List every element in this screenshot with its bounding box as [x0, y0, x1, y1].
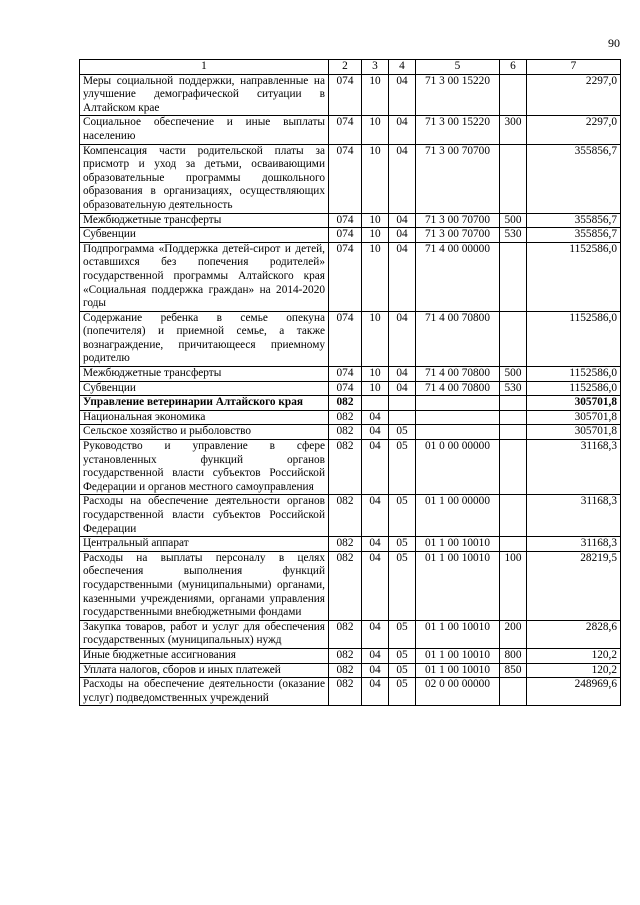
table-row: [80, 537, 621, 552]
target-item-cell: [416, 396, 500, 411]
row-name-cell: Национальная экономика: [80, 410, 329, 425]
amount-cell: 31168,3: [527, 440, 621, 495]
expense-type-cell: 500: [500, 367, 527, 382]
target-item-cell: 71 3 00 70700: [416, 213, 500, 228]
amount-cell: 2828,6: [527, 620, 621, 648]
section-code-cell: 10: [362, 116, 389, 144]
target-item-cell: 01 1 00 10010: [416, 551, 500, 620]
subsection-code-cell: 04: [389, 242, 416, 311]
table-row: [80, 367, 621, 382]
table-row: [80, 381, 621, 396]
subsection-code-cell: 04: [389, 311, 416, 366]
row-name-cell: Расходы на обеспечение деятельности (оказание услуг) подведомственных учреждений: [80, 678, 329, 706]
table-row: [80, 213, 621, 228]
target-item-cell: 71 4 00 70800: [416, 311, 500, 366]
expense-type-cell: 200: [500, 620, 527, 648]
row-name-cell: Меры социальной поддержки, направленные на улучшение демографической ситуации в Алтайском крае: [80, 74, 329, 116]
section-code-cell: 04: [362, 678, 389, 706]
table-row: [80, 678, 621, 706]
subsection-code-cell: 04: [389, 228, 416, 243]
expense-type-cell: 850: [500, 663, 527, 678]
section-code-cell: 04: [362, 648, 389, 663]
expense-type-cell: [500, 410, 527, 425]
target-item-cell: [416, 425, 500, 440]
section-code-cell: 10: [362, 74, 389, 116]
amount-cell: 1152586,0: [527, 381, 621, 396]
admin-code-cell: 082: [329, 425, 362, 440]
target-item-cell: 71 3 00 70700: [416, 228, 500, 243]
column-header: 4: [389, 60, 416, 75]
table-row: [80, 620, 621, 648]
row-name-cell: Руководство и управление в сфере установленных функций органов государственной власти субъектов Российской Федерации и органов местного самоуправления: [80, 440, 329, 495]
admin-code-cell: 074: [329, 213, 362, 228]
row-name-cell: Уплата налогов, сборов и иных платежей: [80, 663, 329, 678]
section-code-cell: 04: [362, 537, 389, 552]
row-name-cell: Содержание ребенка в семье опекуна (попечителя) и приемной семье, а также вознаграждение, причитающееся приемному родителю: [80, 311, 329, 366]
subsection-code-cell: 05: [389, 663, 416, 678]
expense-type-cell: 300: [500, 116, 527, 144]
admin-code-cell: 074: [329, 144, 362, 213]
row-name-cell: Иные бюджетные ассигнования: [80, 648, 329, 663]
amount-cell: 2297,0: [527, 116, 621, 144]
expense-type-cell: 100: [500, 551, 527, 620]
table-row: [80, 74, 621, 116]
column-header: 7: [527, 60, 621, 75]
expense-type-cell: [500, 495, 527, 537]
target-item-cell: 01 1 00 00000: [416, 495, 500, 537]
table-row: [80, 425, 621, 440]
row-name-cell: Подпрограмма «Поддержка детей-сирот и детей, оставшихся без попечения родителей» государственной программы Алтайского края «Социальная поддержка граждан» на 2014-2020 годы: [80, 242, 329, 311]
subsection-code-cell: [389, 410, 416, 425]
target-item-cell: 01 1 00 10010: [416, 537, 500, 552]
target-item-cell: 71 4 00 00000: [416, 242, 500, 311]
budget-table: [79, 59, 621, 706]
amount-cell: 31168,3: [527, 537, 621, 552]
table-row: [80, 410, 621, 425]
row-name-cell: Социальное обеспечение и иные выплаты населению: [80, 116, 329, 144]
expense-type-cell: 800: [500, 648, 527, 663]
admin-code-cell: 082: [329, 440, 362, 495]
subsection-code-cell: 04: [389, 74, 416, 116]
table-header-row: [80, 60, 621, 75]
section-code-cell: 10: [362, 381, 389, 396]
amount-cell: 28219,5: [527, 551, 621, 620]
page-number: 90: [608, 36, 620, 50]
section-code-cell: 04: [362, 410, 389, 425]
section-code-cell: 10: [362, 367, 389, 382]
amount-cell: 120,2: [527, 648, 621, 663]
amount-cell: 305701,8: [527, 396, 621, 411]
section-code-cell: 04: [362, 495, 389, 537]
section-code-cell: 04: [362, 440, 389, 495]
expense-type-cell: [500, 311, 527, 366]
subsection-code-cell: 05: [389, 425, 416, 440]
row-name-cell: Субвенции: [80, 228, 329, 243]
subsection-code-cell: 05: [389, 440, 416, 495]
table-row: [80, 116, 621, 144]
subsection-code-cell: 05: [389, 648, 416, 663]
row-name-cell: Расходы на выплаты персоналу в целях обеспечения выполнения функций государственными (муниципальными) органами, казенными учреждениями, органами управления государственными внебюджетными фондами: [80, 551, 329, 620]
target-item-cell: 71 3 00 15220: [416, 74, 500, 116]
table-row: [80, 228, 621, 243]
target-item-cell: 71 4 00 70800: [416, 367, 500, 382]
amount-cell: 1152586,0: [527, 367, 621, 382]
row-name-cell: Субвенции: [80, 381, 329, 396]
section-code-cell: 10: [362, 311, 389, 366]
expense-type-cell: 530: [500, 381, 527, 396]
table-row: [80, 396, 621, 411]
amount-cell: 305701,8: [527, 410, 621, 425]
section-code-cell: 10: [362, 228, 389, 243]
expense-type-cell: [500, 537, 527, 552]
expense-type-cell: [500, 678, 527, 706]
target-item-cell: 71 3 00 15220: [416, 116, 500, 144]
amount-cell: 355856,7: [527, 144, 621, 213]
subsection-code-cell: 04: [389, 116, 416, 144]
target-item-cell: 02 0 00 00000: [416, 678, 500, 706]
table-row: [80, 311, 621, 366]
admin-code-cell: 082: [329, 537, 362, 552]
expense-type-cell: [500, 242, 527, 311]
table-row: [80, 551, 621, 620]
row-name-cell: Закупка товаров, работ и услуг для обеспечения государственных (муниципальных) нужд: [80, 620, 329, 648]
section-code-cell: 10: [362, 242, 389, 311]
target-item-cell: [416, 410, 500, 425]
subsection-code-cell: 04: [389, 213, 416, 228]
admin-code-cell: 082: [329, 410, 362, 425]
subsection-code-cell: 04: [389, 144, 416, 213]
admin-code-cell: 074: [329, 116, 362, 144]
admin-code-cell: 082: [329, 495, 362, 537]
target-item-cell: 71 4 00 70800: [416, 381, 500, 396]
amount-cell: 305701,8: [527, 425, 621, 440]
admin-code-cell: 082: [329, 663, 362, 678]
table-row: [80, 242, 621, 311]
admin-code-cell: 074: [329, 242, 362, 311]
subsection-code-cell: 05: [389, 537, 416, 552]
expense-type-cell: [500, 425, 527, 440]
subsection-code-cell: 04: [389, 367, 416, 382]
section-code-cell: 10: [362, 213, 389, 228]
row-name-cell: Управление ветеринарии Алтайского края: [80, 396, 329, 411]
target-item-cell: 01 1 00 10010: [416, 620, 500, 648]
table-row: [80, 663, 621, 678]
section-code-cell: [362, 396, 389, 411]
column-header: 3: [362, 60, 389, 75]
column-header: 2: [329, 60, 362, 75]
expense-type-cell: 530: [500, 228, 527, 243]
section-code-cell: 04: [362, 425, 389, 440]
admin-code-cell: 082: [329, 551, 362, 620]
row-name-cell: Расходы на обеспечение деятельности органов государственной власти субъектов Российской Федерации: [80, 495, 329, 537]
subsection-code-cell: [389, 396, 416, 411]
admin-code-cell: 074: [329, 381, 362, 396]
admin-code-cell: 074: [329, 228, 362, 243]
subsection-code-cell: 05: [389, 495, 416, 537]
expense-type-cell: 500: [500, 213, 527, 228]
column-header: 1: [80, 60, 329, 75]
target-item-cell: 01 1 00 10010: [416, 663, 500, 678]
expense-type-cell: [500, 440, 527, 495]
target-item-cell: 01 1 00 10010: [416, 648, 500, 663]
admin-code-cell: 082: [329, 648, 362, 663]
table-row: [80, 648, 621, 663]
row-name-cell: Межбюджетные трансферты: [80, 213, 329, 228]
expense-type-cell: [500, 144, 527, 213]
admin-code-cell: 074: [329, 74, 362, 116]
admin-code-cell: 074: [329, 367, 362, 382]
amount-cell: 31168,3: [527, 495, 621, 537]
subsection-code-cell: 05: [389, 551, 416, 620]
amount-cell: 1152586,0: [527, 311, 621, 366]
section-code-cell: 10: [362, 144, 389, 213]
expense-type-cell: [500, 74, 527, 116]
admin-code-cell: 074: [329, 311, 362, 366]
section-code-cell: 04: [362, 551, 389, 620]
row-name-cell: Сельское хозяйство и рыболовство: [80, 425, 329, 440]
amount-cell: 1152586,0: [527, 242, 621, 311]
subsection-code-cell: 05: [389, 620, 416, 648]
amount-cell: 248969,6: [527, 678, 621, 706]
row-name-cell: Компенсация части родительской платы за присмотр и уход за детьми, осваивающими образовательные программы дошкольного образования в организациях, осуществляющих образовательную деятельность: [80, 144, 329, 213]
table-row: [80, 144, 621, 213]
expense-type-cell: [500, 396, 527, 411]
table-row: [80, 440, 621, 495]
amount-cell: 120,2: [527, 663, 621, 678]
table-row: [80, 495, 621, 537]
row-name-cell: Межбюджетные трансферты: [80, 367, 329, 382]
subsection-code-cell: 04: [389, 381, 416, 396]
section-code-cell: 04: [362, 663, 389, 678]
section-code-cell: 04: [362, 620, 389, 648]
admin-code-cell: 082: [329, 620, 362, 648]
target-item-cell: 01 0 00 00000: [416, 440, 500, 495]
row-name-cell: Центральный аппарат: [80, 537, 329, 552]
column-header: 6: [500, 60, 527, 75]
amount-cell: 355856,7: [527, 213, 621, 228]
amount-cell: 355856,7: [527, 228, 621, 243]
target-item-cell: 71 3 00 70700: [416, 144, 500, 213]
amount-cell: 2297,0: [527, 74, 621, 116]
subsection-code-cell: 05: [389, 678, 416, 706]
admin-code-cell: 082: [329, 678, 362, 706]
admin-code-cell: 082: [329, 396, 362, 411]
column-header: 5: [416, 60, 500, 75]
